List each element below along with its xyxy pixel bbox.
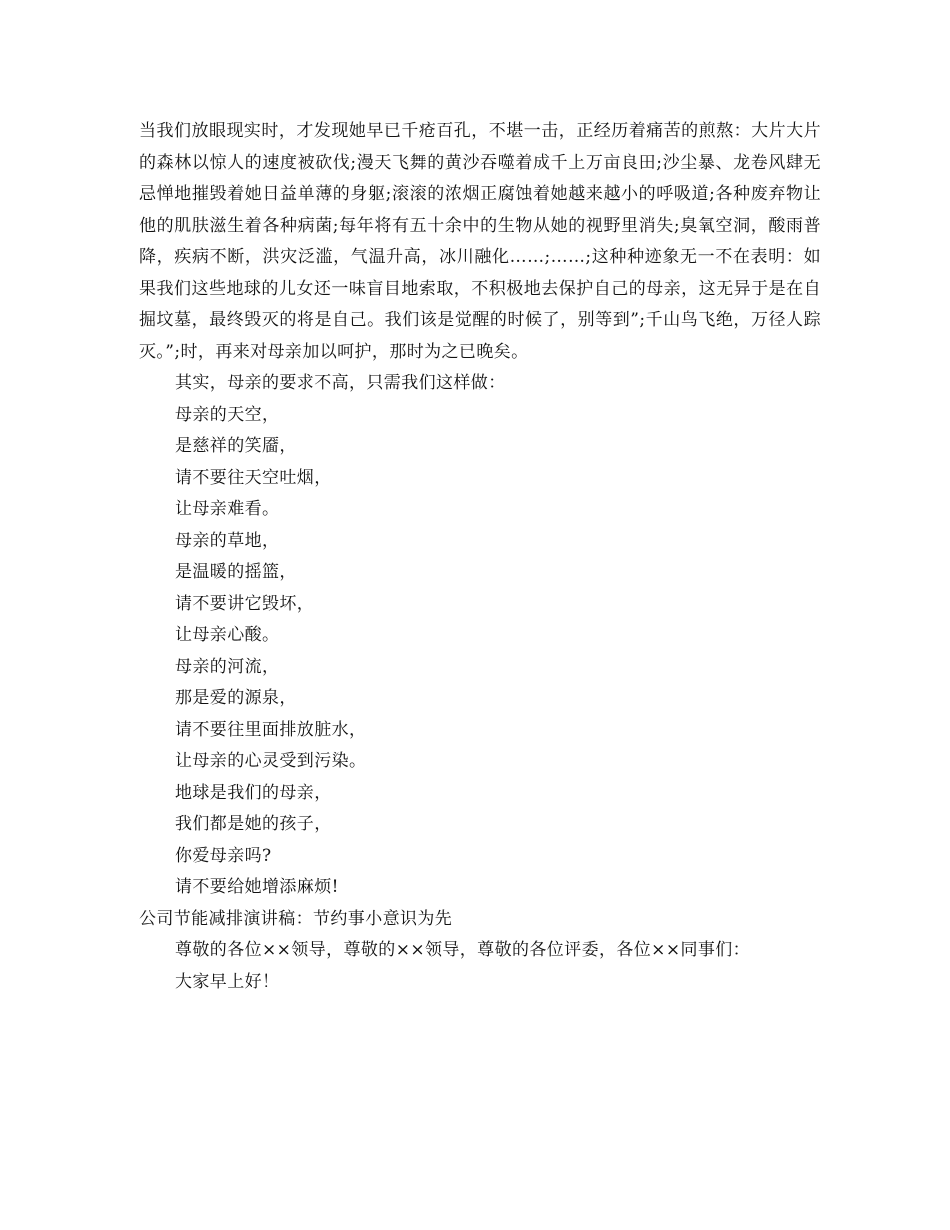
poem-line: 那是爱的源泉， (175, 688, 297, 708)
poem-line: 请不要给她增添麻烦! (175, 877, 339, 897)
paragraph-reality: 当我们放眼现实时，才发现她早已千疮百孔，不堪一击，正经历着痛苦的煎熬：大片大片的森林以惊人的速度被砍伐;漫天飞舞的黄沙吞噬着成千上万亩良田;沙尘暴、龙卷风肆无忌惮地摧毁着她日益单薄的身躯;滚滚的浓烟正腐蚀着她越来越小的呼吸道;各种废弃物让他的肌肤滋生着各种病菌;每年将有五十余中的生物从她的视野里消失;臭氧空洞，酸雨普降，疾病不断，洪灾泛滥，气温升高，冰川融化……;……;这种种迹象无一不在表明：如果我们这些地球的儿女还一味盲目地索取，不积极地去保护自己的母亲，这无异于是在自掘坟墓，最终毁灭的将是自己。我们该是觉醒的时候了，别等到”;千山鸟飞绝，万径人踪灭。”;时，再来对母亲加以呵护，那时为之已晚矣。 (139, 121, 821, 362)
poem-line: 你爱母亲吗? (175, 845, 272, 866)
poem-line: 请不要往里面排放脏水， (175, 719, 367, 740)
poem-line: 是慈祥的笑靥， (175, 436, 297, 456)
poem (139, 400, 821, 904)
poem-line: 让母亲难看。 (175, 499, 280, 519)
document-body (139, 116, 821, 998)
poem-line: 我们都是她的孩子， (175, 814, 332, 834)
poem-line: 让母亲心酸。 (175, 625, 280, 645)
poem-line: 让母亲的心灵受到污染。 (175, 751, 367, 771)
salutation: 大家早上好！ (175, 971, 280, 992)
paragraph-mother-request: 其实，母亲的要求不高，只需我们这样做： (175, 373, 506, 393)
poem-line: 母亲的草地， (175, 530, 280, 551)
poem-line: 请不要讲它毁坏， (175, 593, 315, 614)
greeting: 尊敬的各位××领导，尊敬的××领导，尊敬的各位评委，各位××同事们： (175, 940, 751, 960)
poem-line: 母亲的天空， (175, 404, 280, 425)
poem-line: 请不要往天空吐烟， (175, 467, 332, 488)
poem-line: 地球是我们的母亲， (175, 782, 332, 803)
poem-line: 母亲的河流， (175, 656, 280, 677)
section-title: 公司节能减排演讲稿：节约事小意识为先 (139, 908, 453, 929)
poem-line: 是温暖的摇篮， (175, 562, 297, 582)
